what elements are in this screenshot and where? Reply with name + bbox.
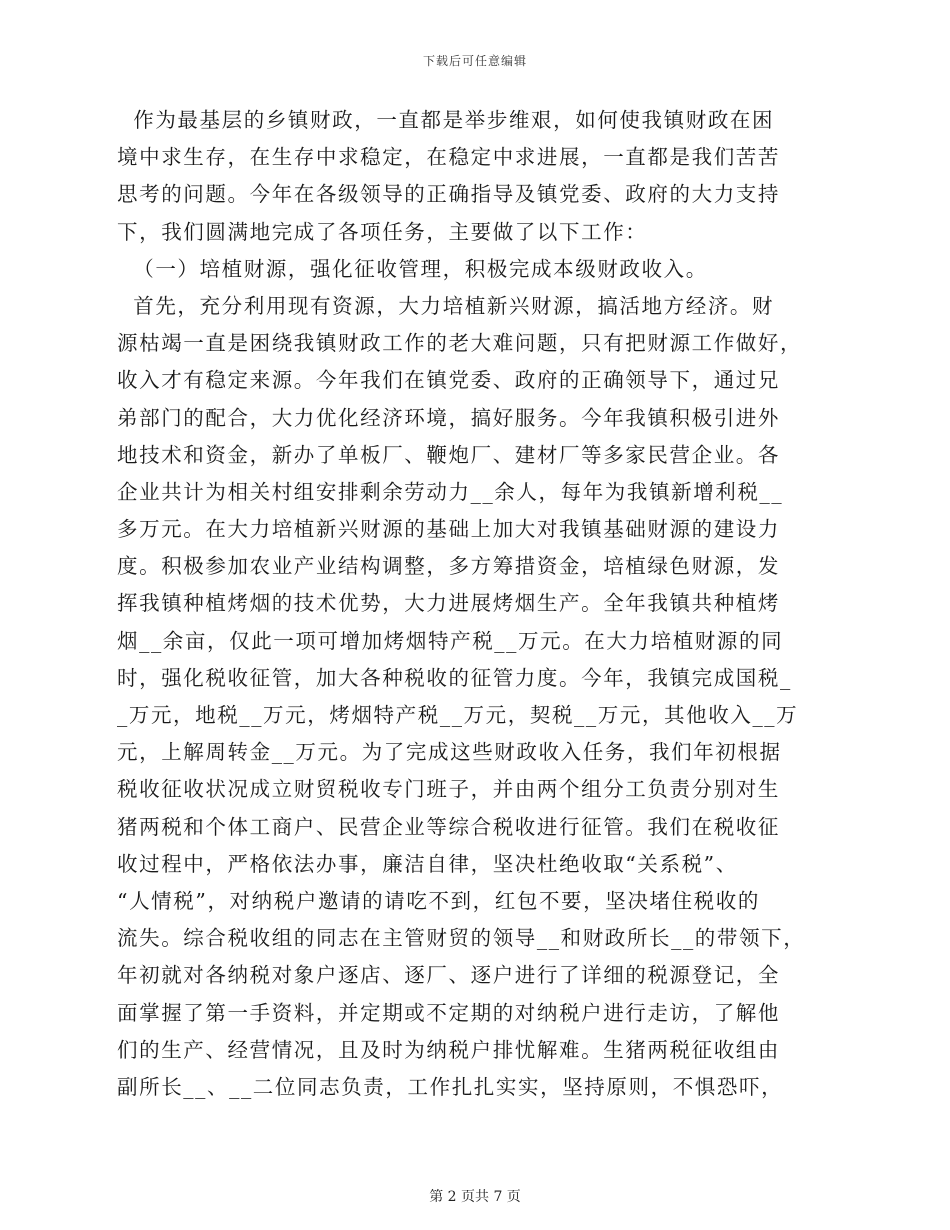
body-line: 面掌握了第一手资料，并定期或不定期的对纳税户进行走访，了解他 [117,1000,780,1025]
body-line: 收过程中，严格依法办事，廉洁自律，坚决杜绝收取“关系税”、 [117,851,738,876]
body-line: 时，强化税收征管，加大各种税收的征管力度。今年，我镇完成国税_ [117,665,792,690]
body-line: 流失。综合税收组的同志在主管财贸的领导__和财政所长__的带领下， [117,926,806,951]
page-number: 第 2 页共 7 页 [429,1189,521,1205]
body-line: 源枯竭一直是困绕我镇财政工作的老大难问题，只有把财源工作做好， [117,331,803,356]
body-line: 税收征收状况成立财贸税收专门班子，并由两个组分工负责分别对生 [117,777,780,802]
body-line: 度。积极参加农业产业结构调整，多方筹措资金，培植绿色财源，发 [117,554,780,579]
body-line: 境中求生存，在生存中求稳定，在稳定中求进展，一直都是我们苦苦 [117,145,780,170]
body-line: 副所长__、__二位同志负责，工作扎扎实实，坚持原则，不惧恐吓， [117,1074,784,1099]
body-line: 弟部门的配合，大力优化经济环境，搞好服务。今年我镇积极引进外 [117,405,780,430]
body-line: 作为最基层的乡镇财政，一直都是举步维艰，如何使我镇财政在困 [117,108,775,132]
body-line: 烟__余亩，仅此一项可增加烤烟特产税__万元。在大力培植财源的同 [117,628,784,653]
body-line: 元，上解周转金__万元。为了完成这些财政收入任务，我们年初根据 [117,740,782,765]
body-line: 挥我镇种植烤烟的技术优势，大力进展烤烟生产。全年我镇共种植烤 [117,591,780,616]
body-line: 年初就对各纳税对象户逐店、逐厂、逐户进行了详细的税源登记，全 [117,963,780,988]
body-line: 们的生产、经营情况，且及时为纳税户排忧解难。生猪两税征收组由 [117,1037,780,1062]
body-line: 首先，充分利用现有资源，大力培植新兴财源，搞活地方经济。财 [117,293,775,318]
body-line: 下，我们圆满地完成了各项任务，主要做了以下工作： [117,219,648,244]
page-header: 下载后可任意编辑 [422,54,527,68]
body-line: _万元，地税__万元，烤烟特产税__万元，契税__万元，其他收入__万 [117,703,799,727]
body-line: 地技术和资金，新办了单板厂、鞭炮厂、建材厂等多家民营企业。各 [117,442,780,467]
body-line: 思考的问题。今年在各级领导的正确指导及镇党委、政府的大力支持 [117,182,780,207]
body-line: 猪两税和个体工商户、民营企业等综合税收进行征管。我们在税收征 [117,814,780,839]
body-line: 多万元。在大力培植新兴财源的基础上加大对我镇基础财源的建设力 [117,517,780,542]
body-line: 收入才有稳定来源。今年我们在镇党委、政府的正确领导下，通过兄 [117,368,780,393]
body-line: 企业共计为相关村组安排剩余劳动力__余人，每年为我镇新增利税__ [117,479,784,504]
section-heading: （一）培植财源，强化征收管理，积极完成本级财政收入。 [117,256,708,281]
body-line: “人情税”，对纳税户邀请的请吃不到，红包不要，坚决堵住税收的 [117,888,760,913]
document-body [117,102,806,1106]
